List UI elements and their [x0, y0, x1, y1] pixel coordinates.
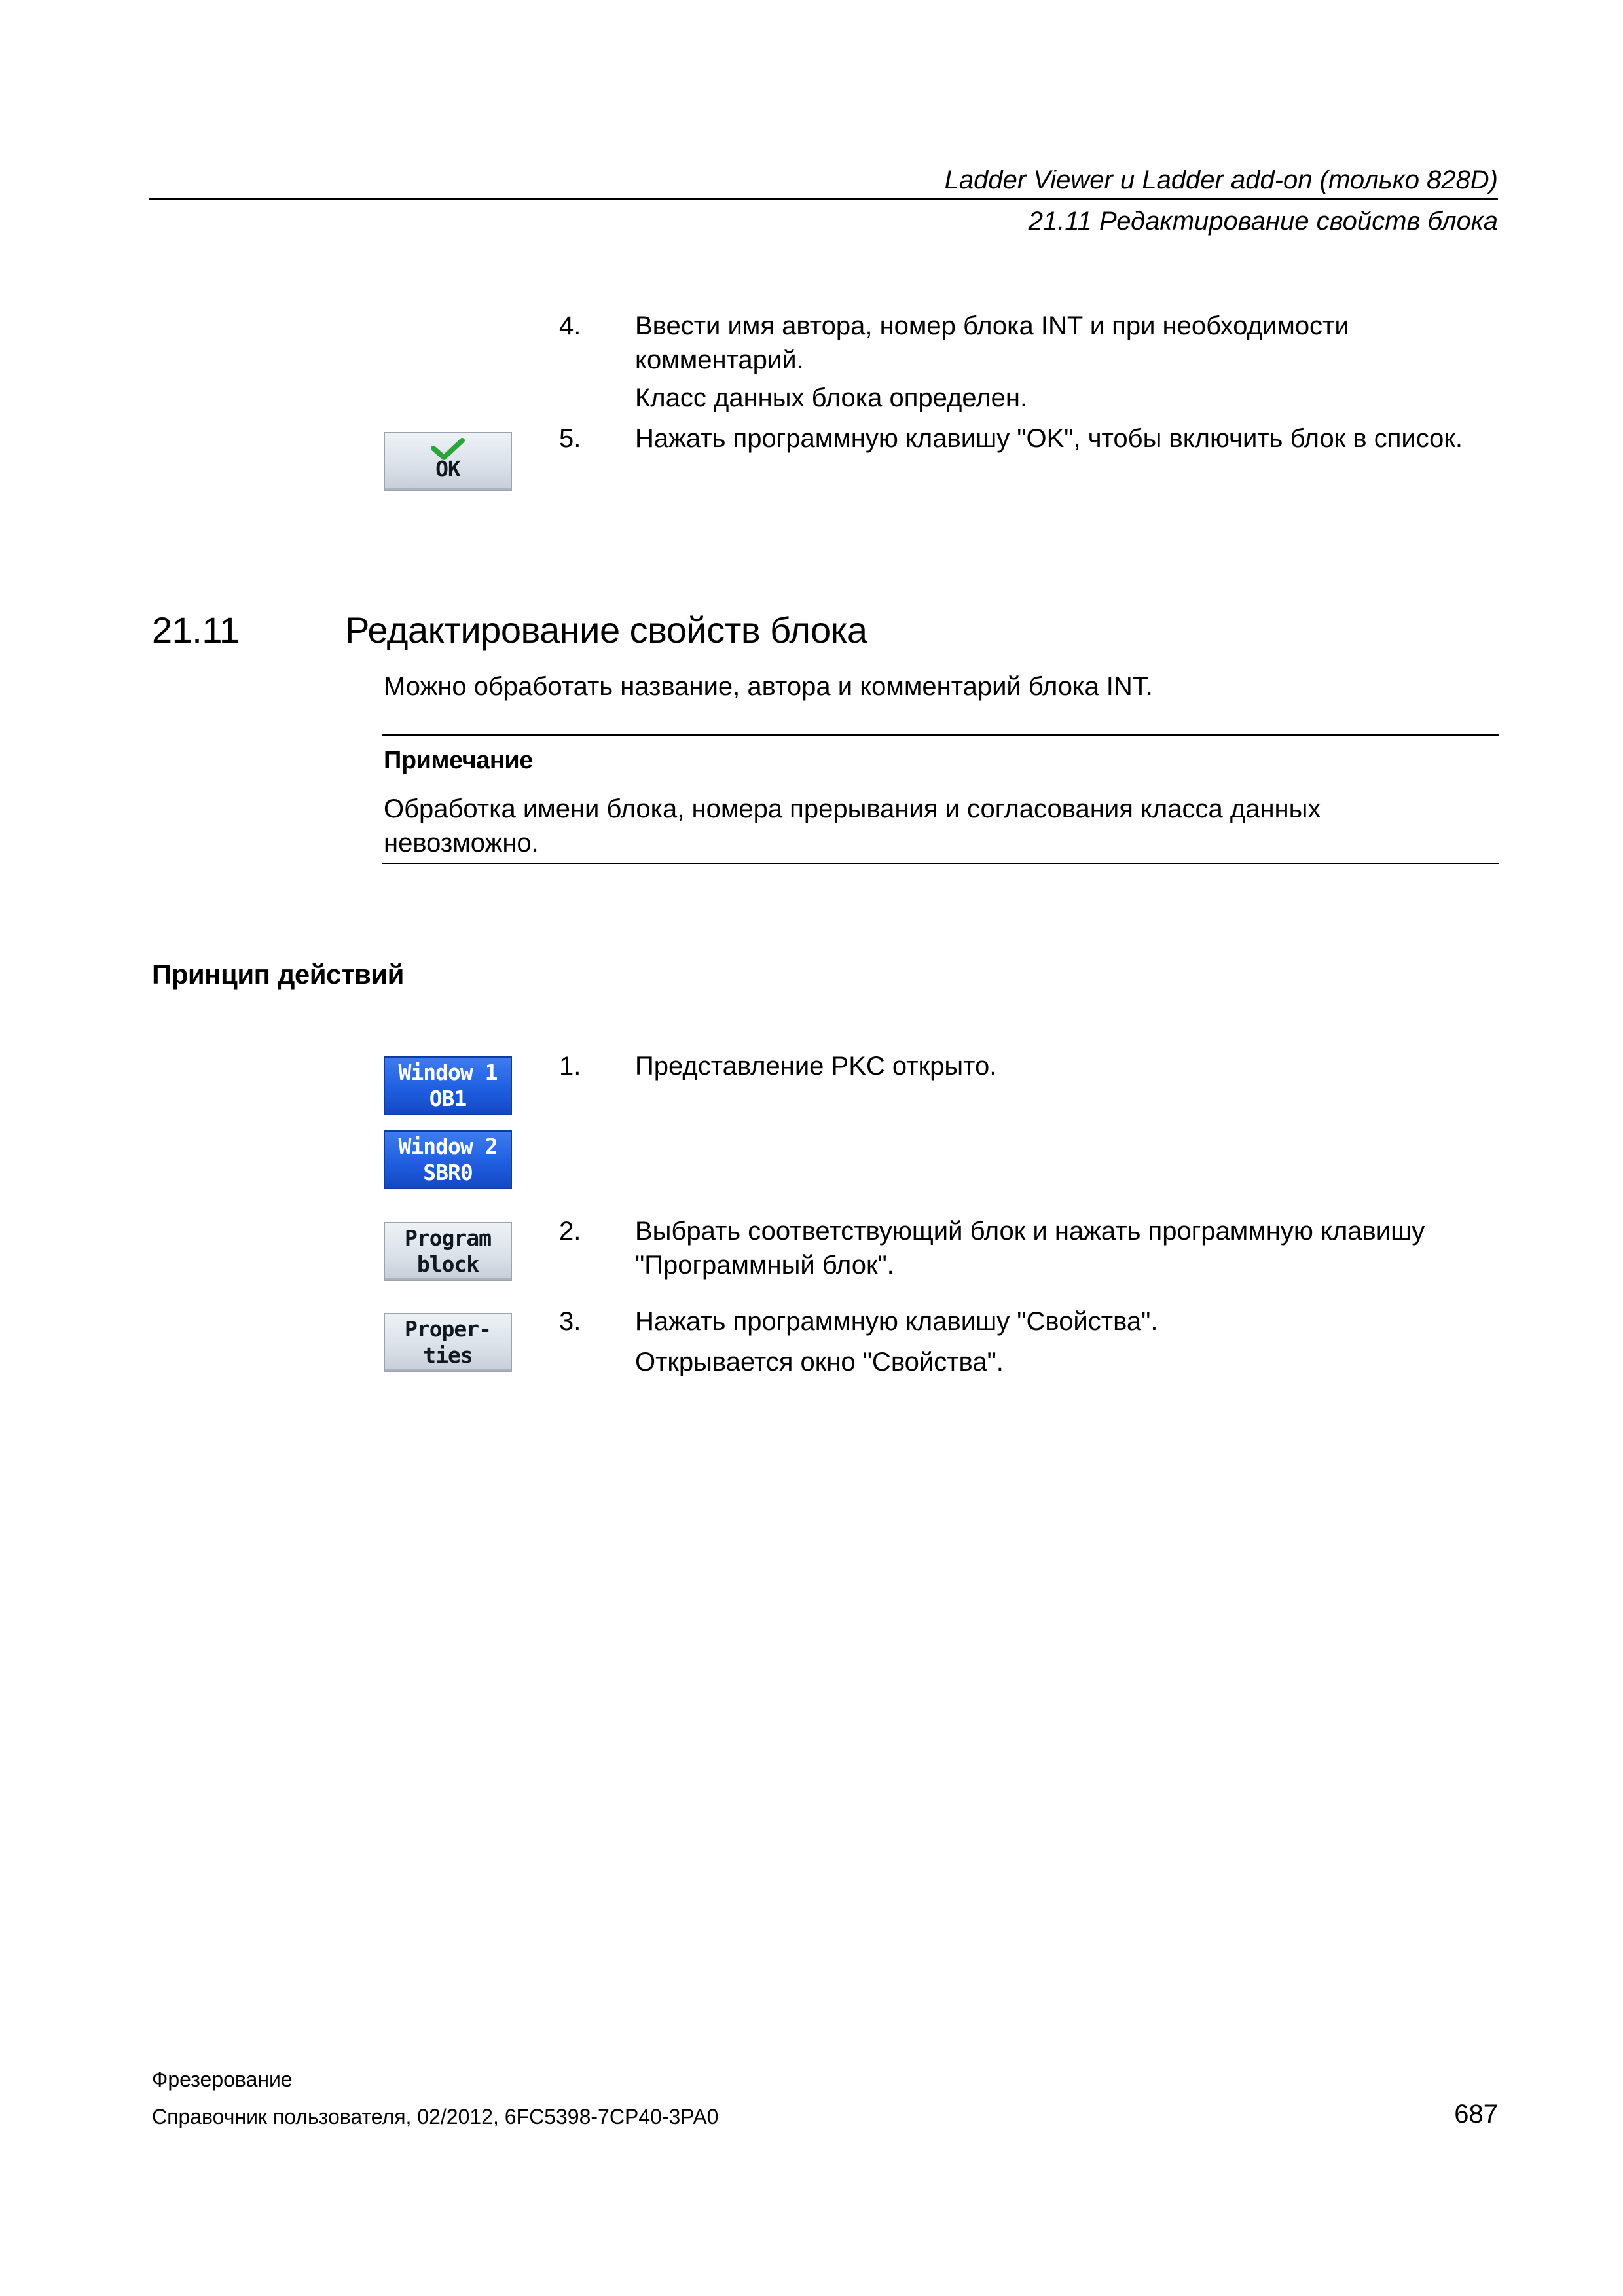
footer-book-title: Фрезерование — [152, 2068, 293, 2091]
note-bottom-rule — [382, 863, 1499, 864]
note-text: Обработка имени блока, номера прерывания и согласования класса данных невозможно. — [384, 795, 1321, 857]
softkey-label-line: Program — [404, 1225, 492, 1251]
header-rule — [149, 198, 1498, 200]
step-text: Выбрать соответствующий блок и нажать программную клавишу "Программный блок". — [635, 1217, 1425, 1280]
step-result: Открывается окно "Свойства". — [635, 1348, 1004, 1376]
section-number: 21.11 — [152, 609, 240, 651]
ok-softkey-label: OK — [435, 456, 460, 482]
softkey-label-line: Proper- — [404, 1316, 492, 1342]
step-number: 3. — [559, 1307, 581, 1336]
step-number: 1. — [559, 1052, 581, 1081]
procedure-title: Принцип действий — [152, 959, 404, 990]
note-top-rule — [382, 734, 1499, 736]
softkey-label-line: SBR0 — [423, 1160, 473, 1185]
softkey-label-line: block — [416, 1251, 479, 1277]
running-header-chapter: Ladder Viewer и Ladder add-on (только 828D) — [944, 166, 1498, 194]
softkey-label-line: Window 1 — [398, 1060, 498, 1085]
step-text: Представление PKC открыто. — [635, 1052, 997, 1081]
footer-document-info: Справочник пользователя, 02/2012, 6FC5398-7CP40-3PA0 — [152, 2105, 719, 2128]
step-number: 5. — [559, 424, 581, 453]
window1-softkey[interactable] — [384, 1056, 512, 1115]
step-result: Класс данных блока определен. — [635, 384, 1028, 412]
note-title: Примечание — [384, 747, 533, 774]
ok-softkey[interactable] — [384, 432, 512, 491]
step-number: 2. — [559, 1217, 581, 1246]
page-number: 687 — [1454, 2100, 1498, 2128]
softkey-label-line: ties — [423, 1342, 473, 1368]
step-number: 4. — [559, 312, 581, 340]
softkey-label-line: OB1 — [429, 1086, 467, 1111]
step-text: Ввести имя автора, номер блока INT и при необходимости комментарий. — [635, 312, 1349, 374]
softkey-label-line: Window 2 — [398, 1134, 498, 1159]
section-intro: Можно обработать название, автора и комментарий блока INT. — [384, 672, 1153, 701]
properties-softkey[interactable] — [384, 1313, 512, 1372]
step-text: Нажать программную клавишу "OK", чтобы включить блок в список. — [635, 424, 1463, 453]
running-header-section: 21.11 Редактирование свойств блока — [1028, 207, 1498, 236]
program-block-softkey[interactable] — [384, 1222, 512, 1281]
section-title: Редактирование свойств блока — [345, 609, 867, 651]
step-text: Нажать программную клавишу "Свойства". — [635, 1307, 1158, 1336]
window2-softkey[interactable] — [384, 1130, 512, 1189]
